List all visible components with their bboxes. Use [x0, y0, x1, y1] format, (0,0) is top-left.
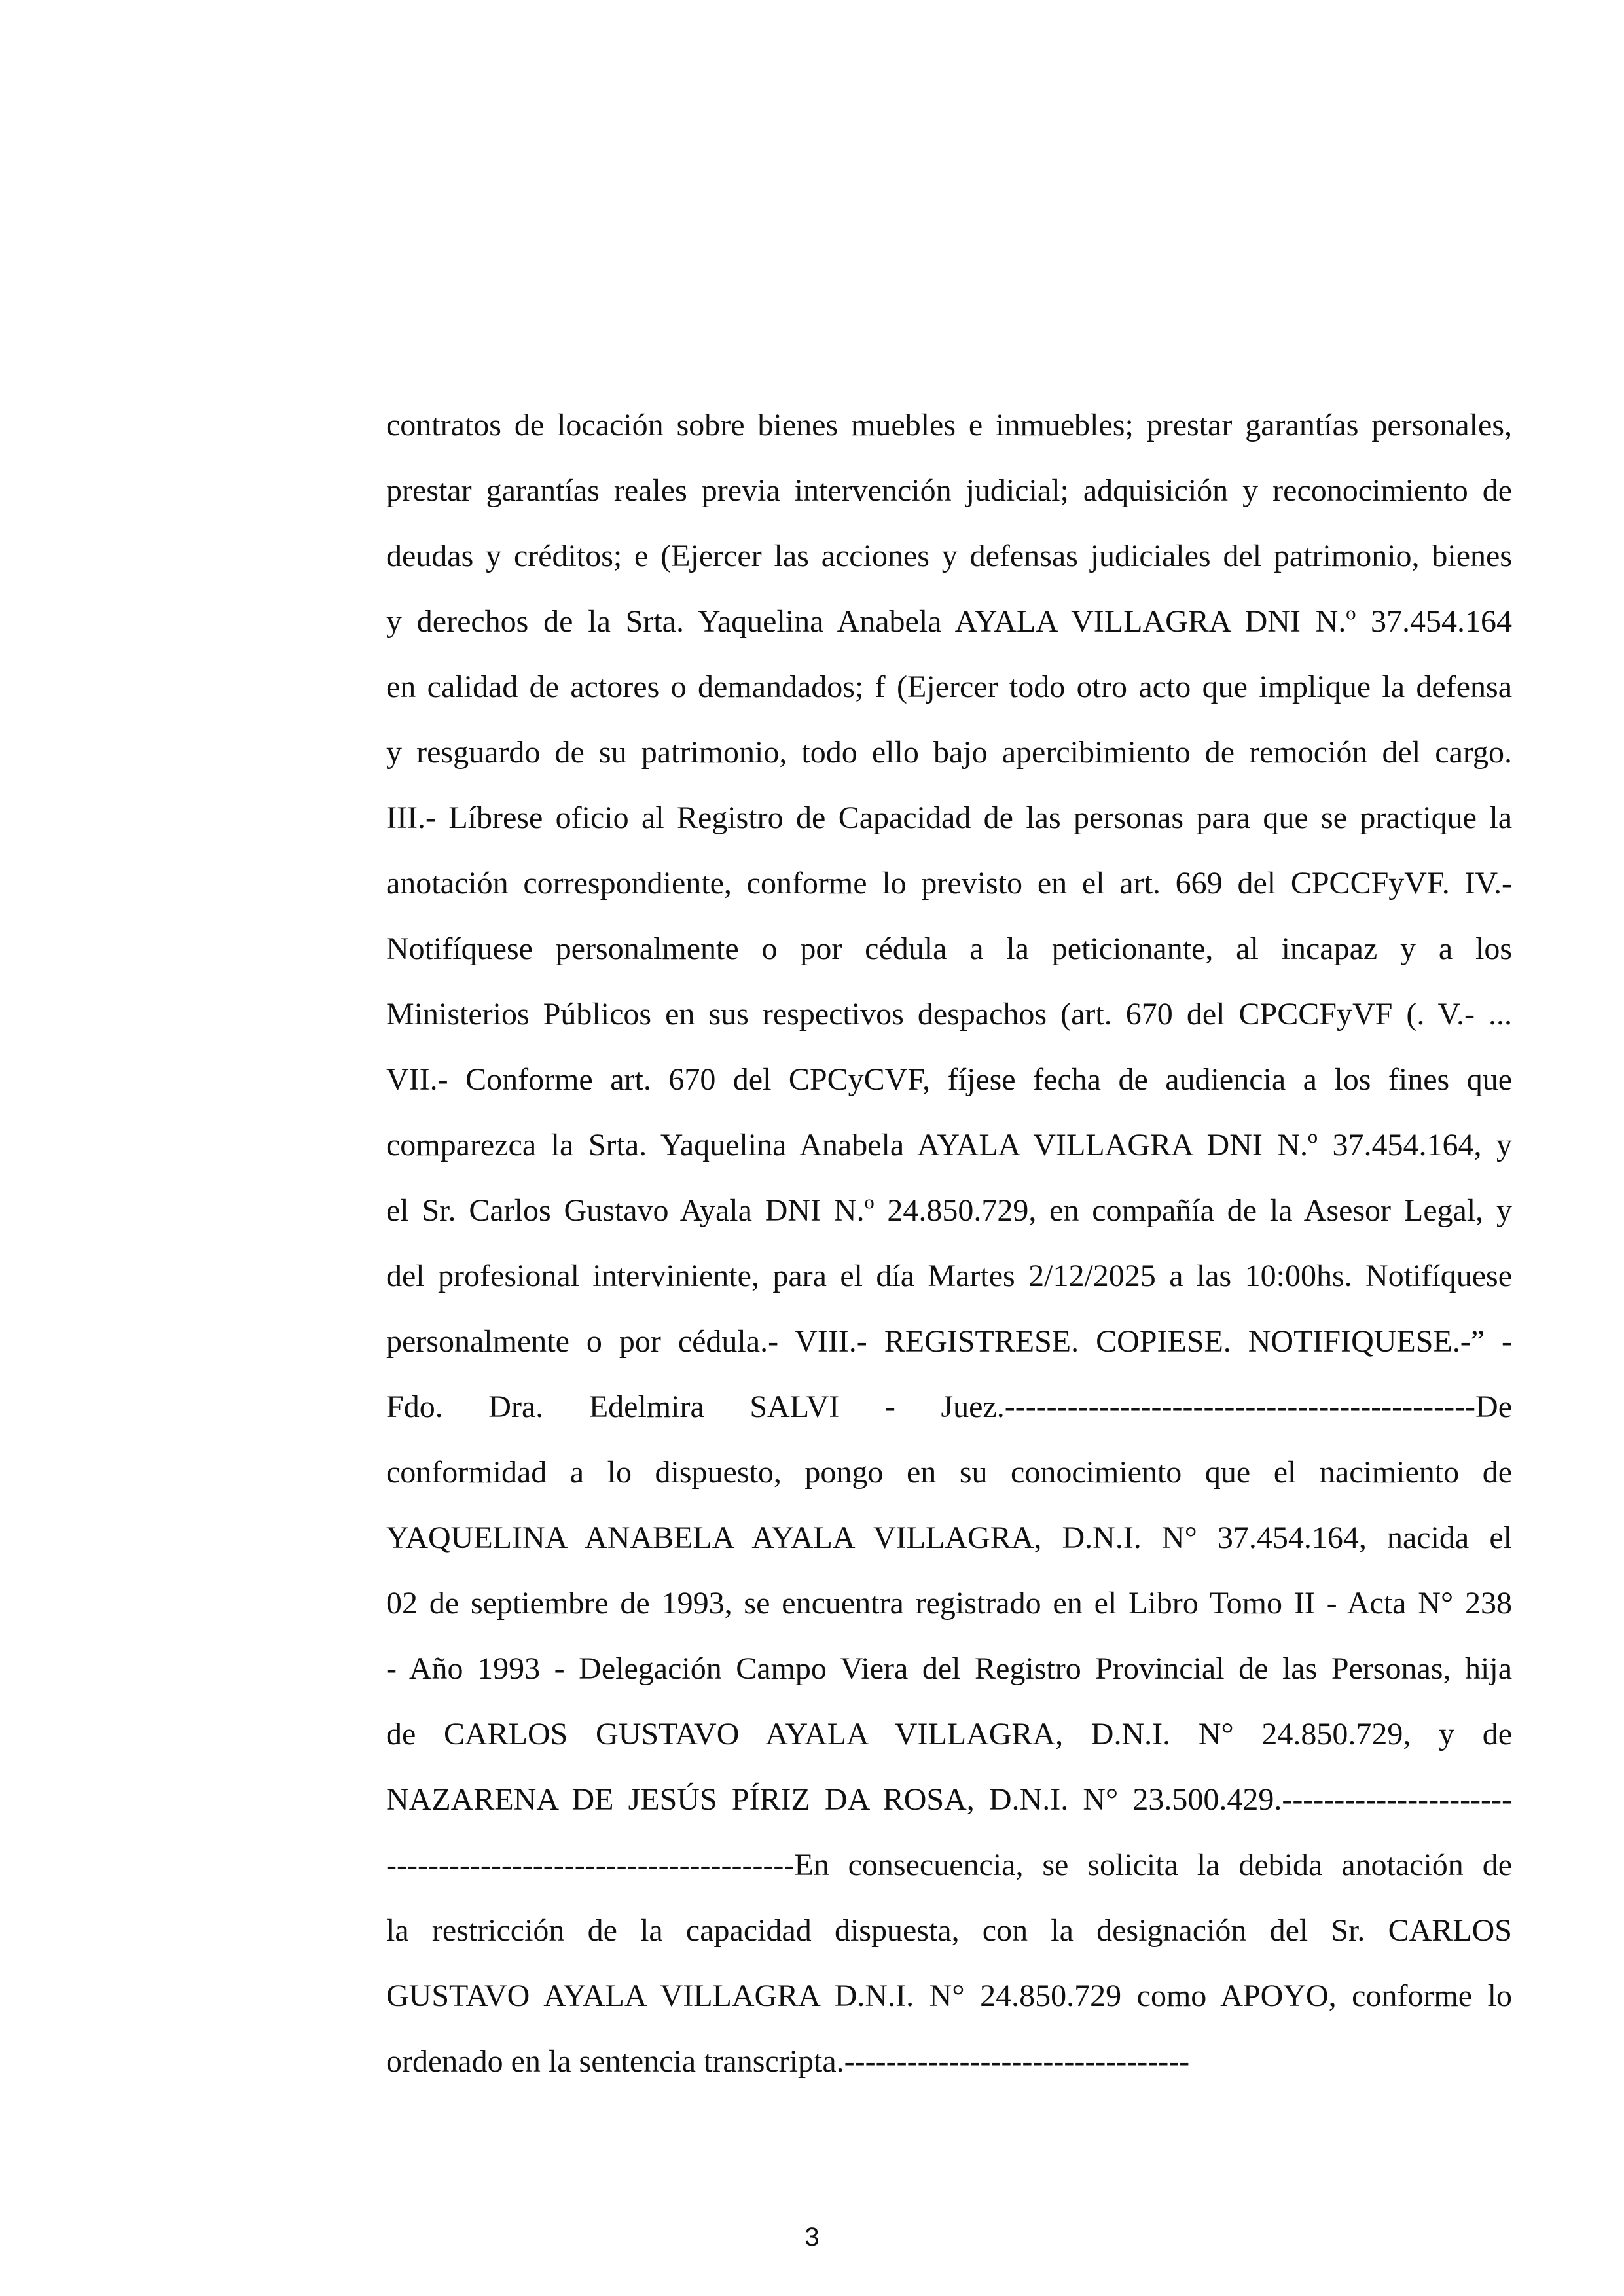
text-line: y resguardo de su patrimonio, todo ello bajo apercibimiento de remoción del cargo.	[386, 735, 1512, 770]
text-line: ---------------------------------------En consecuencia, se solicita la debida anotación de	[386, 1848, 1512, 1882]
text-line: el Sr. Carlos Gustavo Ayala DNI N.º 24.850.729, en compañía de la Asesor Legal, y	[386, 1193, 1512, 1228]
text-line: Ministerios Públicos en sus respectivos despachos (art. 670 del CPCCFyVF (. V.- ...	[386, 997, 1512, 1031]
text-line: - Año 1993 - Delegación Campo Viera del Registro Provincial de las Personas, hija	[386, 1651, 1512, 1686]
text-line: Fdo. Dra. Edelmira SALVI - Juez.---------------------------------------------De	[386, 1390, 1512, 1424]
text-line: III.- Líbrese oficio al Registro de Capacidad de las personas para que se practique la	[386, 800, 1512, 835]
text-line: Notifíquese personalmente o por cédula a la peticionante, al incapaz y a los	[386, 931, 1512, 966]
page-number: 3	[804, 2223, 820, 2251]
text-line: VII.- Conforme art. 670 del CPCyCVF, fíjese fecha de audiencia a los fines que	[386, 1062, 1512, 1097]
text-line: anotación correspondiente, conforme lo previsto en el art. 669 del CPCCFyVF. IV.-	[386, 866, 1512, 901]
text-line: comparezca la Srta. Yaquelina Anabela AYALA VILLAGRA DNI N.º 37.454.164, y	[386, 1128, 1512, 1162]
text-line: YAQUELINA ANABELA AYALA VILLAGRA, D.N.I. N° 37.454.164, nacida el	[386, 1520, 1512, 1555]
text-line: NAZARENA DE JESÚS PÍRIZ DA ROSA, D.N.I. N° 23.500.429.----------------------	[386, 1782, 1512, 1817]
text-line: de CARLOS GUSTAVO AYALA VILLAGRA, D.N.I. N° 24.850.729, y de	[386, 1717, 1512, 1751]
text-line: conformidad a lo dispuesto, pongo en su conocimiento que el nacimiento de	[386, 1455, 1512, 1490]
text-line: GUSTAVO AYALA VILLAGRA D.N.I. N° 24.850.729 como APOYO, conforme lo	[386, 1979, 1512, 2013]
document-body	[386, 393, 1512, 2094]
text-line: la restricción de la capacidad dispuesta, con la designación del Sr. CARLOS	[386, 1913, 1512, 1948]
text-line: 02 de septiembre de 1993, se encuentra registrado en el Libro Tomo II - Acta N° 238	[386, 1586, 1512, 1621]
text-line: prestar garantías reales previa intervención judicial; adquisición y reconocimiento de	[386, 473, 1512, 508]
text-line: en calidad de actores o demandados; f (Ejercer todo otro acto que implique la defensa	[386, 670, 1512, 704]
text-line: contratos de locación sobre bienes muebles e inmuebles; prestar garantías personales,	[386, 408, 1512, 442]
text-line: ordenado en la sentencia transcripta.---------------------------------	[386, 2044, 1190, 2079]
text-line: deudas y créditos; e (Ejercer las acciones y defensas judiciales del patrimonio, bienes	[386, 539, 1512, 573]
text-line: personalmente o por cédula.- VIII.- REGISTRESE. COPIESE. NOTIFIQUESE.-” -	[386, 1324, 1512, 1359]
text-line: y derechos de la Srta. Yaquelina Anabela AYALA VILLAGRA DNI N.º 37.454.164	[386, 604, 1512, 639]
text-line: del profesional interviniente, para el día Martes 2/12/2025 a las 10:00hs. Notifíquese	[386, 1259, 1512, 1293]
